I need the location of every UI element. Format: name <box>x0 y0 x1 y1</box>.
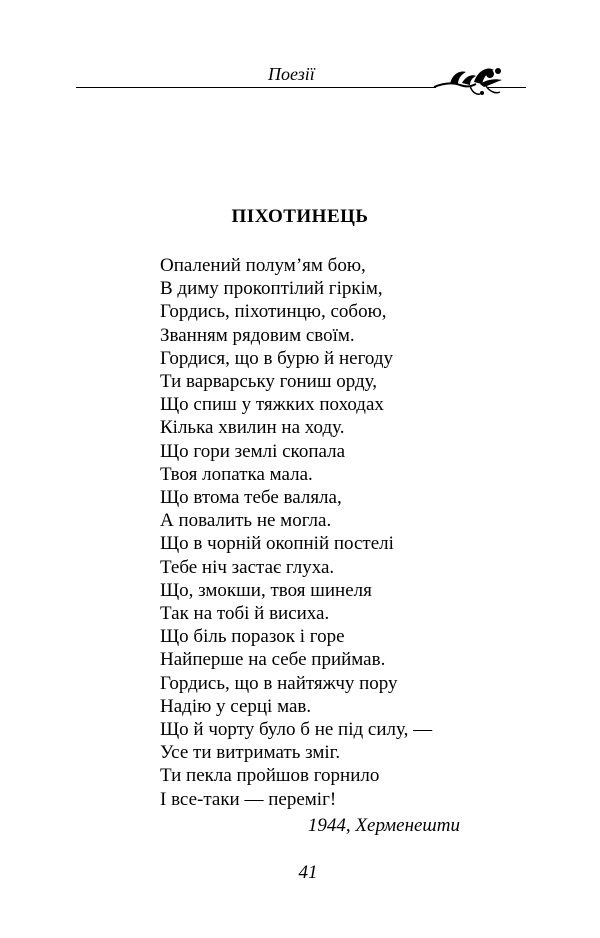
poem-line: Тебе ніч застає глуха. <box>160 556 335 578</box>
poem-line: Ти пекла пройшов горнило <box>160 765 380 787</box>
poem-line: Гордися, що в бурю й негоду <box>160 347 394 369</box>
poem-line: Надію у серці мав. <box>160 695 312 717</box>
poem-line: Що спиш у тяжких походах <box>160 394 384 416</box>
poem-line: Гордись, піхотинцю, собою, <box>160 301 387 323</box>
poem-line: Що втома тебе валяла, <box>160 487 342 509</box>
page-number: 41 <box>298 862 318 883</box>
poem-line: Що гори землі скопала <box>160 440 346 462</box>
poem-line: Що в чорній окопній постелі <box>160 533 394 555</box>
poem-line: Що й чорту було б не під силу, — <box>160 719 433 741</box>
poem-line: Гордись, що в найтяжчу пору <box>160 672 398 694</box>
poem-line: Що біль поразок і горе <box>160 626 345 648</box>
header-rule <box>76 87 436 88</box>
poem-line: Опалений полум’ям бою, <box>160 255 366 276</box>
poem-line: Усе ти витримать зміг. <box>160 742 341 764</box>
poem-title: ПІХОТИНЕЦЬ <box>231 206 369 227</box>
header-title: Поезії <box>268 64 315 84</box>
poem-signature: 1944, Херменешти <box>307 815 460 836</box>
poem-line: Званням рядовим своїм. <box>160 324 355 346</box>
poem-line: Що, змокши, твоя шинеля <box>160 579 372 601</box>
poem-line: А повалить не могла. <box>160 510 332 532</box>
header-rule-right <box>488 87 526 88</box>
poem-line: І все-таки — переміг! <box>160 788 337 810</box>
poem-line: Твоя лопатка мала. <box>160 463 313 485</box>
poem-line: Так на тобі й висиха. <box>160 603 330 625</box>
poem-line: В диму прокоптілий гіркім, <box>160 278 383 300</box>
floral-ornament-icon <box>430 62 510 98</box>
poem-line: Кілька хвилин на ходу. <box>160 417 345 439</box>
poem-body <box>160 254 432 811</box>
poem-line: Найперше на себе приймав. <box>160 649 386 671</box>
poem-line: Ти варварську гониш орду, <box>160 371 377 393</box>
